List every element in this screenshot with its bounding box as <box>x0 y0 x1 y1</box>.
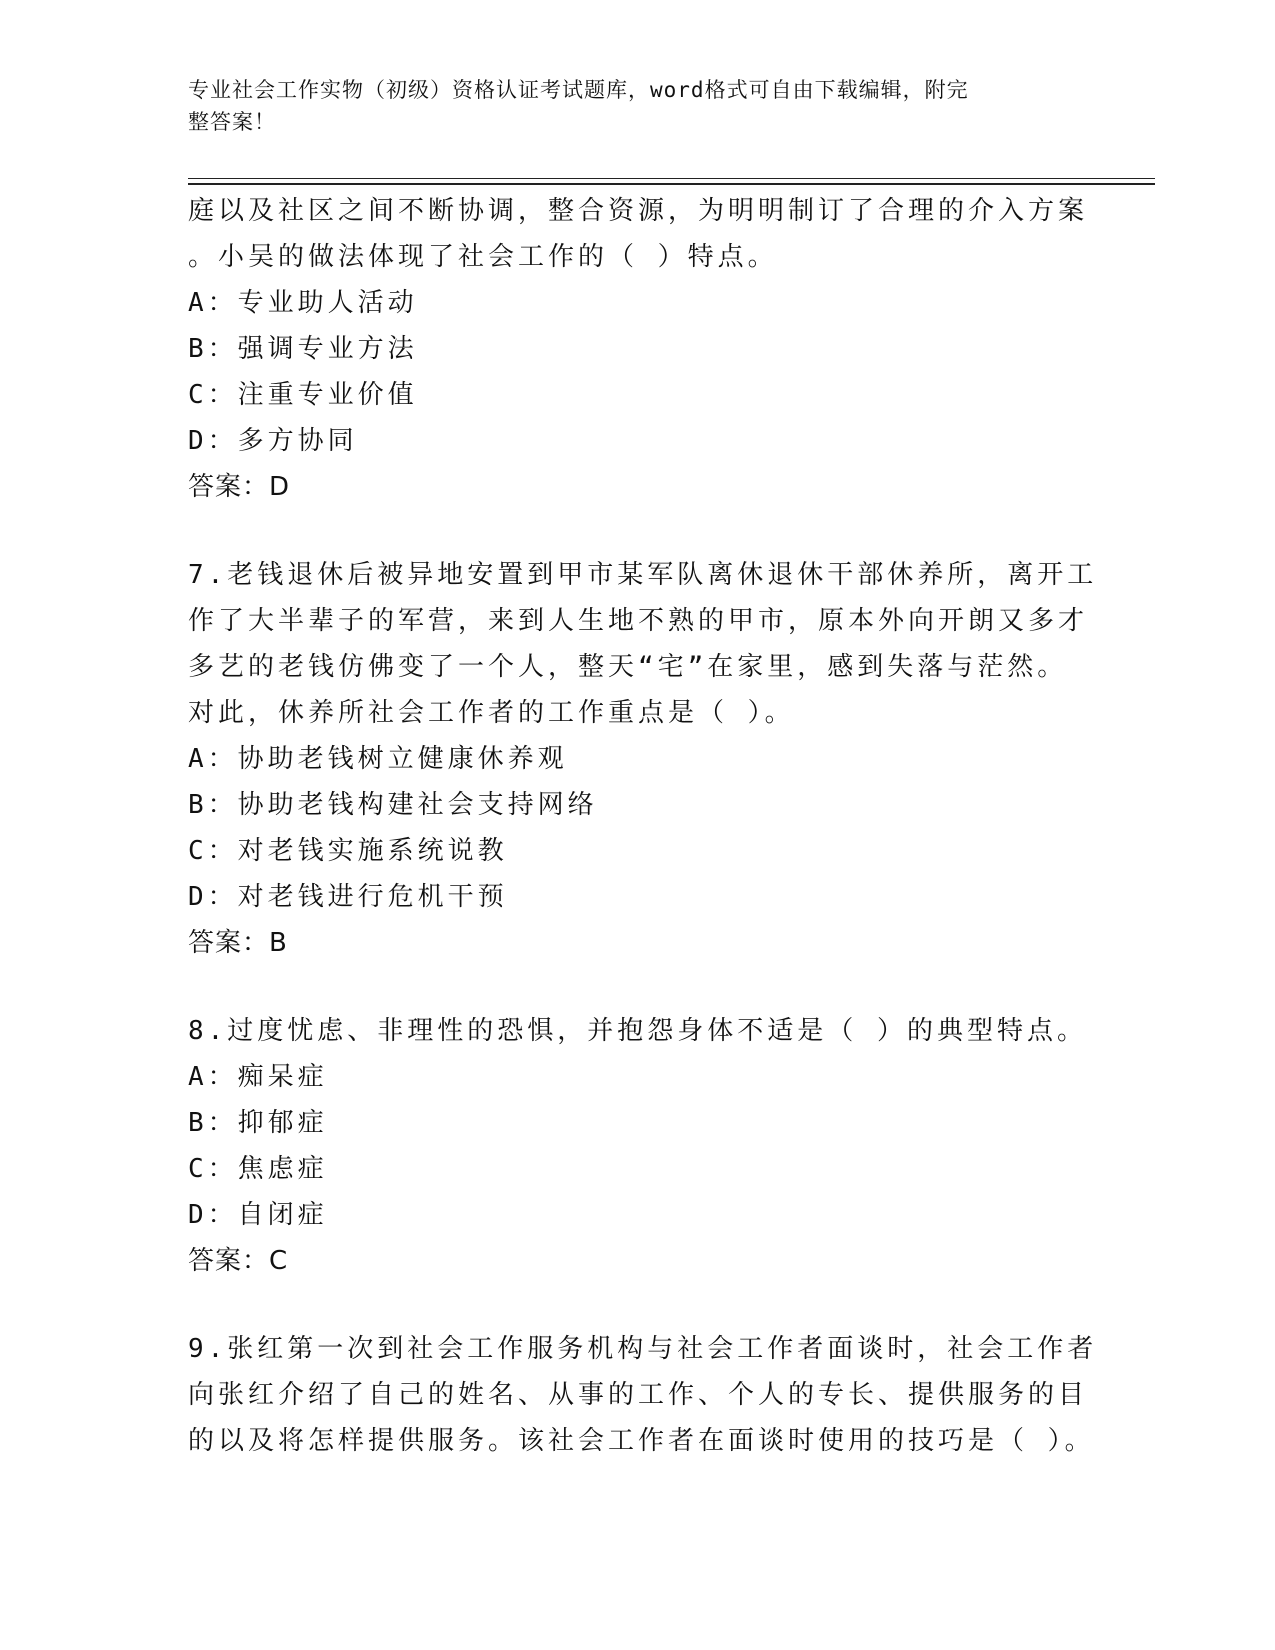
option-d: D：自闭症 <box>188 1200 328 1230</box>
option-d: D：多方协同 <box>188 426 358 456</box>
question-6 <box>188 188 1089 510</box>
question-stem-line: 多艺的老钱仿佛变了一个人，整天“宅”在家里，感到失落与茫然。 <box>188 652 1068 682</box>
question-stem-line: 庭以及社区之间不断协调，整合资源，为明明制订了合理的介入方案 <box>188 196 1089 226</box>
question-stem-line: 向张红介绍了自己的姓名、从事的工作、个人的专长、提供服务的目 <box>188 1380 1089 1410</box>
question-content <box>188 188 1098 1464</box>
option-a: A：痴呆症 <box>188 1062 328 1092</box>
document-header <box>188 74 1068 138</box>
option-d: D：对老钱进行危机干预 <box>188 882 508 912</box>
option-c: C：焦虑症 <box>188 1154 328 1184</box>
question-stem-line: 9.张红第一次到社会工作服务机构与社会工作者面谈时，社会工作者 <box>188 1334 1098 1364</box>
question-7 <box>188 552 1098 966</box>
option-a: A：专业助人活动 <box>188 288 418 318</box>
question-stem-line: 对此，休养所社会工作者的工作重点是（ ）。 <box>188 698 795 728</box>
header-line-1: 专业社会工作实物（初级）资格认证考试题库，word格式可自由下载编辑，附完 <box>188 78 969 102</box>
header-divider-thin <box>188 178 1155 179</box>
option-b: B：抑郁症 <box>188 1108 328 1138</box>
question-stem-line: 的以及将怎样提供服务。该社会工作者在面谈时使用的技巧是（ ）。 <box>188 1426 1095 1456</box>
question-9 <box>188 1326 1098 1464</box>
header-line-2: 整答案！ <box>188 110 276 134</box>
option-b: B：强调专业方法 <box>188 334 418 364</box>
answer-label: 答案：B <box>188 928 288 958</box>
question-8 <box>188 1008 1087 1284</box>
header-divider-thick <box>188 183 1155 185</box>
option-b: B：协助老钱构建社会支持网络 <box>188 790 598 820</box>
question-stem-line: 8.过度忧虑、非理性的恐惧，并抱怨身体不适是（ ）的典型特点。 <box>188 1016 1087 1046</box>
option-a: A：协助老钱树立健康休养观 <box>188 744 568 774</box>
question-stem-line: 作了大半辈子的军营，来到人生地不熟的甲市，原本外向开朗又多才 <box>188 606 1089 636</box>
option-c: C：注重专业价值 <box>188 380 418 410</box>
answer-label: 答案：D <box>188 472 291 502</box>
question-stem-line: 7.老钱退休后被异地安置到甲市某军队离休退休干部休养所，离开工 <box>188 560 1098 590</box>
answer-label: 答案：C <box>188 1246 289 1276</box>
option-c: C：对老钱实施系统说教 <box>188 836 508 866</box>
question-stem-line: 。小吴的做法体现了社会工作的（ ）特点。 <box>188 242 778 272</box>
